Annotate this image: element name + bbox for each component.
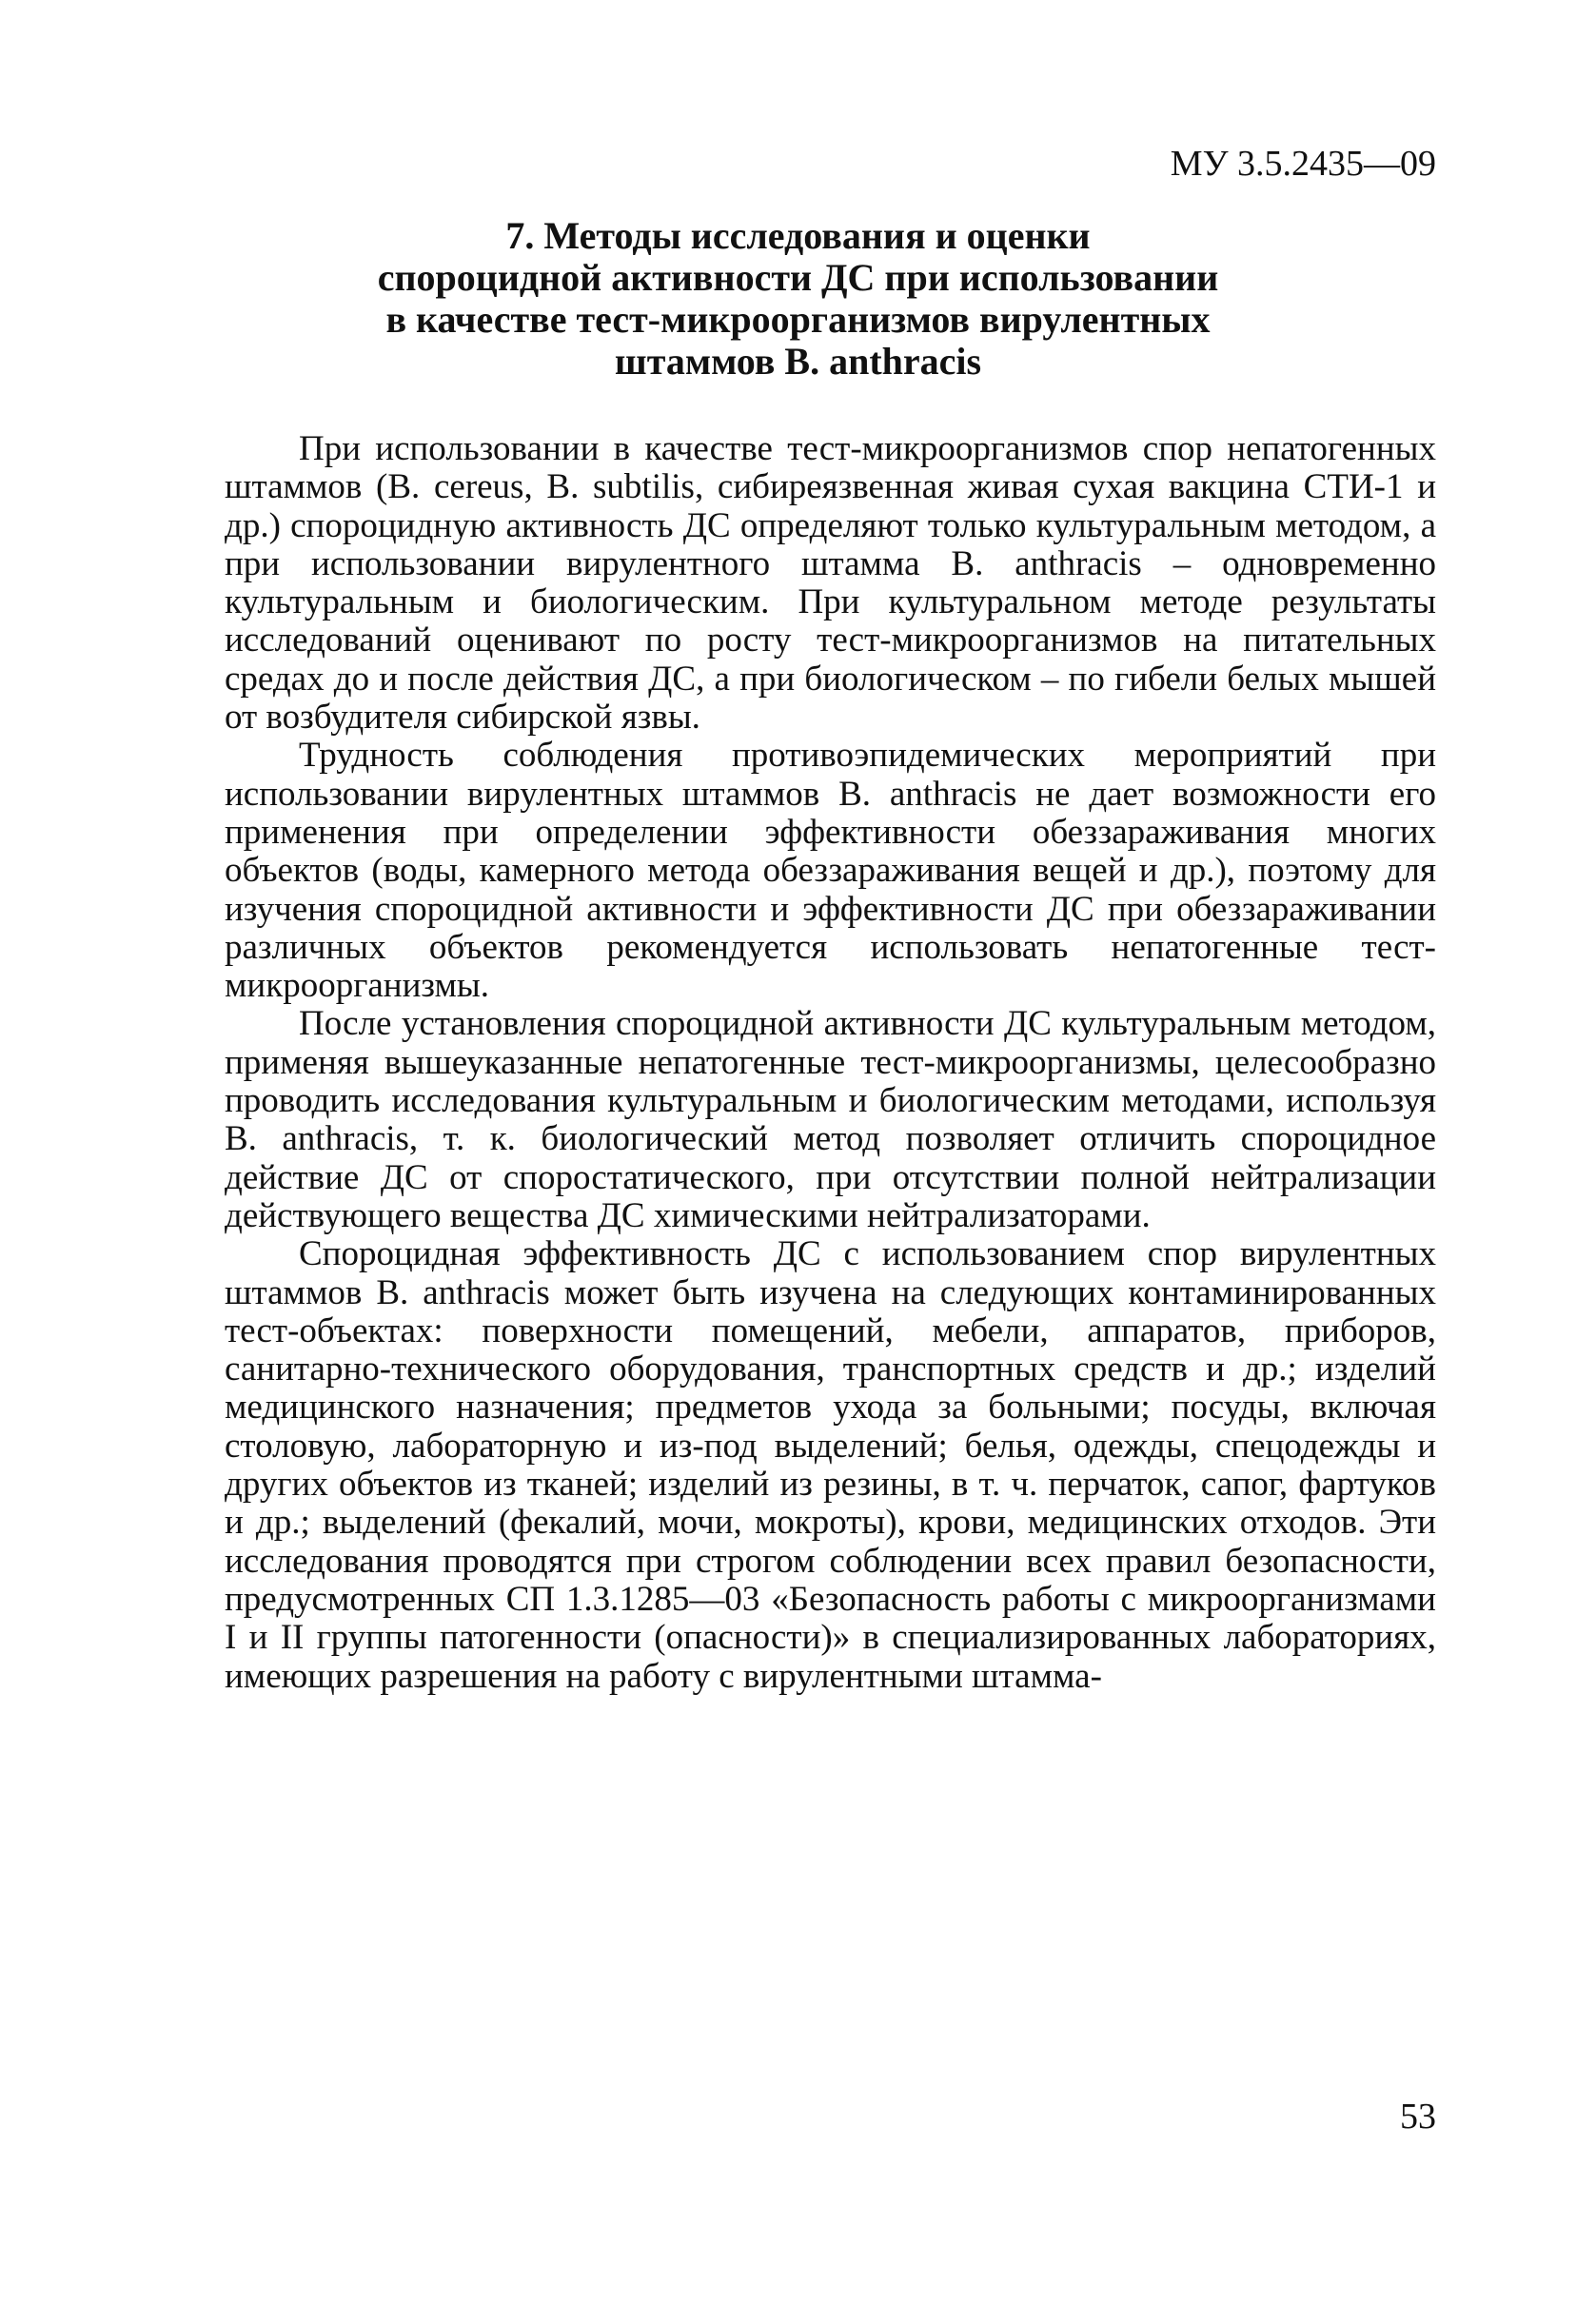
- section-title: [225, 215, 1371, 383]
- section-title-line: штаммов B. anthracis: [614, 340, 982, 383]
- document-code: МУ 3.5.2435—09: [1170, 144, 1436, 184]
- paragraph-text: Трудность соблюдения противоэпидемических мероприятий при использовании вирулентных штаммов B. anthracis не дает возможности его применения при определении эффективности обеззараживания многих объектов (воды, камерного метода обеззараживания вещей и др.), поэтому для изучения спороцидной активности и эффективности ДС при обеззараживании различных объектов рекомендуется использовать непатогенные тест-микроорганизмы.: [225, 736, 1436, 1006]
- section-title-line: спороцидной активности ДС при использовании: [377, 256, 1219, 299]
- paragraph-text: Спороцидная эффективность ДС с использованием спор вирулентных штаммов B. anthracis может быть изучена на следующих контаминированных тест-объектах: поверхности помещений, мебели, аппаратов, приборов, санитарно-технического оборудования, транспортных средств и др.; изделий медицинского назначения; предметов ухода за больными; посуды, включая столовую, лабораторную и из-под выделений; белья, одежды, спецодежды и других объектов из тканей; изделий из резины, в т. ч. перчаток, сапог, фартуков и др.; выделений (фекалий, мочи, мокроты), крови, медицинских отходов. Эти исследования проводятся при строгом соблюдении всех правил безопасности, предусмотренных СП 1.3.1285—03 «Безопасность работы с микроорганизмами I и II группы патогенности (опасности)» в специализированных лабораториях, имеющих разрешения на работу с вирулентными штамма-: [225, 1234, 1436, 1696]
- page-number: 53: [1400, 2097, 1436, 2137]
- paragraph-text: При использовании в качестве тест-микроорганизмов спор непатогенных штаммов (B. cereus, B. subtilis, сибиреязвенная живая сухая вакцина СТИ-1 и др.) спороцидную активность ДС определяют только культуральным методом, а при использовании вирулентного штамма B. anthracis – одновременно культуральным и биологическим. При культуральном методе результаты исследований оценивают по росту тест-микроорганизмов на питательных средах до и после действия ДС, а при биологическом – по гибели белых мышей от возбудителя сибирской язвы.: [225, 429, 1436, 738]
- paragraph: [225, 737, 1436, 1005]
- section-title-line: в качестве тест-микроорганизмов вирулентных: [385, 298, 1211, 341]
- paragraph-text: После установления спороцидной активности ДС культуральным методом, применяя вышеуказанные непатогенные тест-микроорганизмы, целесообразно проводить исследования культуральным и биологическим методами, используя B. anthracis, т. к. биологический метод позволяет отличить спороцидное действие ДС от споростатического, при отсутствии полной нейтрализации действующего вещества ДС химическими нейтрализаторами.: [225, 1004, 1436, 1235]
- body-text: [225, 430, 1436, 1696]
- paragraph: [225, 1235, 1436, 1696]
- paragraph: [225, 1005, 1436, 1235]
- section-title-line: 7. Методы исследования и оценки: [505, 214, 1091, 257]
- paragraph: [225, 430, 1436, 737]
